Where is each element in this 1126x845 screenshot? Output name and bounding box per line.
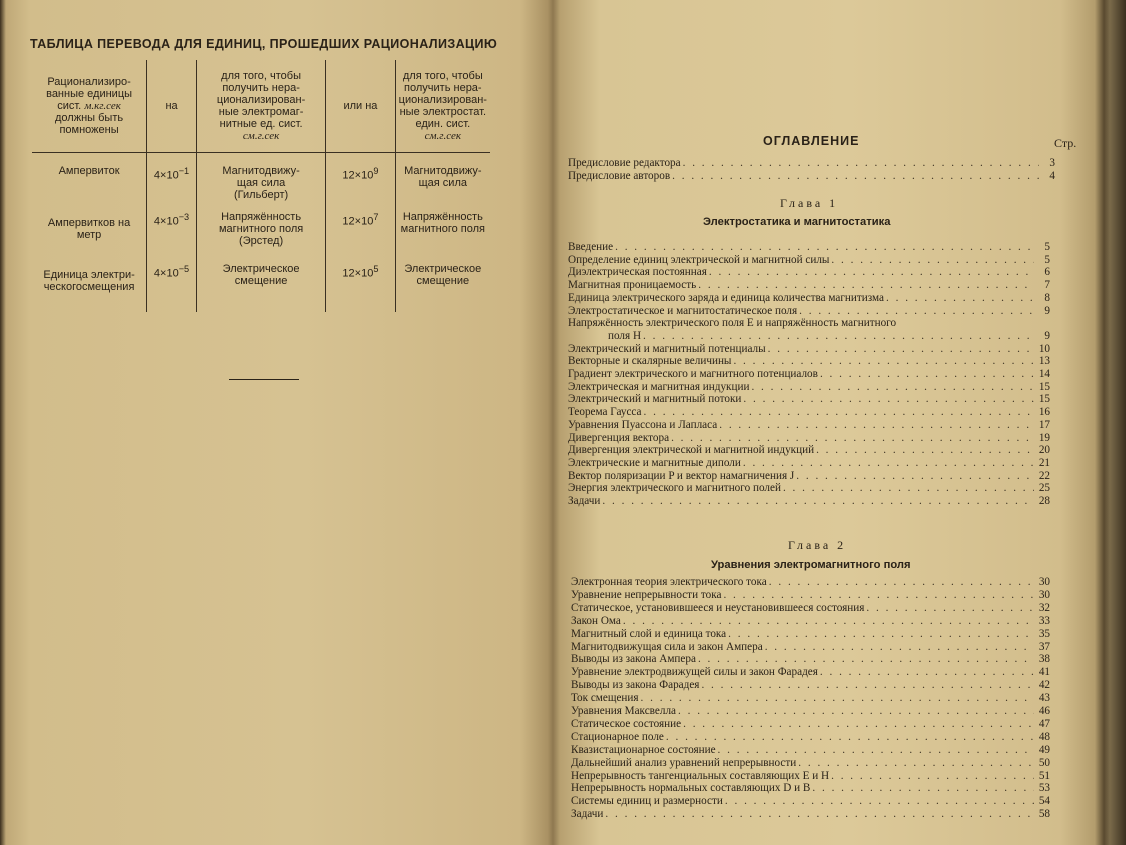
header-factor-1: на xyxy=(147,60,197,153)
toc-entry-title: Уравнения Максвелла xyxy=(571,705,676,717)
toc-entry-title: Энергия электрического и магнитного полей xyxy=(568,482,781,495)
chapter-2-title: Уравнения электромагнитного поля xyxy=(711,559,911,571)
page-column-label: Стр. xyxy=(1054,136,1077,150)
table-cell: Ампервитков на метр xyxy=(47,217,131,241)
dot-leader xyxy=(716,744,1034,757)
toc-entry-title: Магнитный слой и единица тока xyxy=(571,627,727,640)
toc-entry-page: 4 xyxy=(1049,169,1055,182)
toc-entry xyxy=(568,495,1050,508)
table-cell: Напряжённость магнитного поля (Эрстед) xyxy=(196,208,325,260)
toc-entry xyxy=(568,482,1050,495)
toc-entry-page: 30 xyxy=(1038,588,1050,601)
toc-entry xyxy=(571,757,1050,770)
toc-entry-page: 37 xyxy=(1038,640,1050,653)
toc-entry-title: Определение единиц электрической и магнитной силы xyxy=(568,253,830,266)
toc-entry-page: 3 xyxy=(1049,157,1055,169)
toc-entry-title: Электрический и магнитный потенциалы xyxy=(568,342,766,355)
table-cell: Ампервиток xyxy=(58,165,120,177)
toc-entry-page: 5 xyxy=(1044,241,1050,253)
toc-entry-title: Магнитодвижущая сила и закон Ампера xyxy=(571,640,763,653)
toc-entry xyxy=(571,770,1050,783)
toc-heading: ОГЛАВЛЕНИЕ xyxy=(763,134,860,148)
dot-leader xyxy=(884,292,1034,305)
toc-entry-page: 35 xyxy=(1038,627,1050,640)
toc-entry-page: 48 xyxy=(1038,730,1050,743)
toc-entry-title: Выводы из закона Ампера xyxy=(571,653,696,666)
toc-entry-page: 41 xyxy=(1038,666,1050,679)
chapter-2-label: Глава 2 xyxy=(788,538,847,552)
toc-entry-page: 42 xyxy=(1038,679,1050,692)
table-row xyxy=(32,153,490,209)
toc-entry-title: Электронная теория электрического тока xyxy=(571,576,767,588)
toc-entry-title: Введение xyxy=(568,241,614,253)
table-cell: $4\times 10^{-3}$ xyxy=(147,208,197,260)
toc-entry xyxy=(571,782,1050,795)
toc-entry-page: 46 xyxy=(1038,705,1050,717)
toc-entry-title: поля H xyxy=(608,329,642,342)
toc-entry-title: Закон Ома xyxy=(571,614,621,627)
toc-entry xyxy=(568,317,1050,330)
toc-entry-page: 53 xyxy=(1038,782,1050,795)
dot-leader xyxy=(741,457,1034,470)
toc-entry-title: Единица электрического заряда и единица количества магнитизма xyxy=(568,291,885,304)
dot-leader xyxy=(864,602,1034,615)
toc-entry-title: Задачи xyxy=(571,808,604,821)
toc-entry-page: 5 xyxy=(1044,253,1050,266)
toc-entry xyxy=(571,808,1050,821)
toc-entry-page: 17 xyxy=(1038,418,1050,431)
toc-entry xyxy=(568,393,1050,406)
table-cell: Магнитодвижу- щая сила (Гильберт) xyxy=(196,153,325,209)
header-electromagnetic: для того, чтобы получить нера- ционализирован- ные электромаг- нитные ед. сист. см.г.сек xyxy=(196,60,325,153)
toc-entry xyxy=(568,355,1050,368)
toc-entry-title: Векторные и скалярные величины xyxy=(568,355,732,368)
dot-leader xyxy=(829,254,1034,267)
dot-leader xyxy=(818,666,1034,679)
toc-entry-page: 32 xyxy=(1038,601,1050,614)
table-cell: $12\times 10^5$ xyxy=(326,260,395,312)
toc-entry xyxy=(568,292,1050,305)
toc-entry-page: 6 xyxy=(1044,266,1050,279)
toc-entry-page: 14 xyxy=(1038,368,1050,380)
dot-leader xyxy=(669,432,1034,445)
toc-entry xyxy=(608,330,1050,343)
table-cell: Единица электри- ческогосмещения xyxy=(43,269,135,293)
dot-leader xyxy=(818,368,1034,381)
dot-leader xyxy=(810,782,1034,795)
dot-leader xyxy=(664,731,1034,744)
header-electrostatic: для того, чтобы получить нера- ционализирован- ные электростат. един. сист. см.г.сек xyxy=(395,60,490,153)
dot-leader xyxy=(642,406,1034,419)
table-cell: Электрическое смещение xyxy=(395,260,490,312)
toc-entry-title: Стационарное поле xyxy=(571,730,664,743)
table-cell: Напряжённость магнитного поля xyxy=(395,208,490,260)
end-rule xyxy=(229,379,299,380)
chapter-1-label: Глава 1 xyxy=(780,196,839,210)
toc-entry-page: 16 xyxy=(1038,406,1050,419)
toc-entry-title: Диэлектрическая постоянная xyxy=(568,266,707,279)
dot-leader xyxy=(613,241,1034,254)
toc-entry-title: Дальнейший анализ уравнений непрерывности xyxy=(571,756,797,769)
toc-entry-page: 30 xyxy=(1038,576,1050,588)
toc-entry-page: 13 xyxy=(1038,355,1050,368)
dot-leader xyxy=(797,305,1034,318)
table-cell: Магнитодвижу- щая сила xyxy=(395,153,490,209)
toc-entry-title: Дивергенция электрической и магнитной индукций xyxy=(568,444,815,457)
dot-leader xyxy=(763,641,1034,654)
toc-entry-page: 58 xyxy=(1038,808,1050,821)
toc-entry-title: Вектор поляризации P и вектор намагничения J xyxy=(568,469,795,482)
toc-entry xyxy=(571,589,1050,602)
dot-leader xyxy=(814,444,1034,457)
dot-leader xyxy=(717,419,1034,432)
toc-entry xyxy=(568,432,1050,445)
toc-entry xyxy=(571,615,1050,628)
toc-entry-page: 49 xyxy=(1038,743,1050,756)
toc-entry xyxy=(571,795,1050,808)
dot-leader xyxy=(603,808,1034,821)
toc-entry xyxy=(571,653,1050,666)
toc-entry-page: 9 xyxy=(1044,304,1050,317)
table-row xyxy=(32,208,490,260)
toc-entry xyxy=(568,305,1050,318)
toc-entry-title: Квазистационарное состояние xyxy=(571,743,716,756)
toc-entry-page: 8 xyxy=(1044,291,1050,304)
dot-leader xyxy=(726,628,1034,641)
table-cell: $4\times 10^{-5}$ xyxy=(147,260,197,312)
toc-entry xyxy=(568,368,1050,381)
toc-entry-title: Непрерывность нормальных составляющих D и B xyxy=(571,782,811,795)
toc-entry-page: 9 xyxy=(1044,329,1050,342)
toc-entry-title: Электрические и магнитные диполи xyxy=(568,456,741,469)
toc-entry xyxy=(568,254,1050,267)
toc-entry-title: Уравнение непрерывности тока xyxy=(571,588,722,601)
toc-entry-page: 7 xyxy=(1044,279,1050,292)
toc-entry xyxy=(568,241,1050,254)
toc-entry-title: Напряжённость электрического поля E и напряжённость магнитного xyxy=(568,317,897,330)
dot-leader xyxy=(829,770,1034,783)
toc-entry xyxy=(568,457,1050,470)
table-cell: $12\times 10^9$ xyxy=(326,153,395,209)
dot-leader xyxy=(639,692,1034,705)
dot-leader xyxy=(781,482,1034,495)
toc-entry xyxy=(568,157,1055,170)
toc-entry-page: 33 xyxy=(1038,614,1050,627)
toc-entry-page: 10 xyxy=(1038,342,1050,355)
dot-leader xyxy=(681,718,1034,731)
toc-entry-page: 25 xyxy=(1038,482,1050,495)
toc-entry-title: Градиент электрического и магнитного потенциалов xyxy=(568,368,818,380)
dot-leader xyxy=(699,679,1034,692)
toc-entry-page: 50 xyxy=(1038,756,1050,769)
toc-entry xyxy=(568,381,1050,394)
toc-entry-page: 21 xyxy=(1038,456,1050,469)
toc-entry-title: Статическое состояние xyxy=(571,717,682,730)
dot-leader xyxy=(707,266,1034,279)
dot-leader xyxy=(600,495,1034,508)
toc-entry-title: Электростатическое и магнитостатическое поля xyxy=(568,304,798,317)
toc-entry xyxy=(568,170,1055,183)
toc-entry xyxy=(568,343,1050,356)
toc-entry-title: Задачи xyxy=(568,495,601,507)
table-title: ТАБЛИЦА ПЕРЕВОДА ДЛЯ ЕДИНИЦ, ПРОШЕДШИХ РАЦИОНАЛИЗАЦИЮ xyxy=(30,37,498,51)
table-cell: $12\times 10^7$ xyxy=(326,208,395,260)
dot-leader xyxy=(641,330,1034,343)
toc-entry xyxy=(571,744,1050,757)
toc-entry-title: Магнитная проницаемость xyxy=(568,279,697,292)
dot-leader xyxy=(696,653,1034,666)
toc-entry-page: 15 xyxy=(1038,393,1050,406)
toc-entry-page: 47 xyxy=(1038,717,1050,730)
dot-leader xyxy=(767,576,1034,589)
toc-entry xyxy=(568,444,1050,457)
toc-entry-page: 19 xyxy=(1038,431,1050,444)
dot-leader xyxy=(696,279,1034,292)
toc-entry-page: 51 xyxy=(1038,769,1050,782)
dot-leader xyxy=(721,589,1034,602)
toc-entry-page: 43 xyxy=(1038,692,1050,705)
toc-entry xyxy=(571,679,1050,692)
toc-entry xyxy=(571,692,1050,705)
toc-entry xyxy=(571,576,1050,589)
dot-leader xyxy=(796,757,1034,770)
table-cell: $4\times 10^{-1}$ xyxy=(147,153,197,209)
dot-leader xyxy=(676,705,1034,718)
header-units: Рационализиро- ванные единицы сист. м.кг.сек должны быть помножены xyxy=(32,60,147,153)
toc-entry-title: Статическое, установившееся и неустановившееся состояния xyxy=(571,601,865,614)
dot-leader xyxy=(723,795,1034,808)
toc-entry xyxy=(571,641,1050,654)
dot-leader xyxy=(670,170,1039,183)
toc-entry-title: Предисловие редактора xyxy=(568,157,681,169)
left-page xyxy=(0,0,553,845)
table-header-row xyxy=(32,60,490,153)
toc-entry-title: Непрерывность тангенциальных составляющих E и H xyxy=(571,769,830,782)
toc-entry xyxy=(568,419,1050,432)
dot-leader xyxy=(681,157,1039,170)
toc-entry-page: 54 xyxy=(1038,795,1050,808)
dot-leader xyxy=(766,343,1034,356)
toc-entry xyxy=(568,266,1050,279)
toc-entry-title: Системы единиц и размерности xyxy=(571,795,723,808)
toc-entry-title: Теорема Гаусса xyxy=(568,406,642,419)
dot-leader xyxy=(749,381,1034,394)
toc-entry xyxy=(568,406,1050,419)
toc-entry-page: 28 xyxy=(1038,495,1050,507)
toc-entry-title: Электрический и магнитный потоки xyxy=(568,393,742,406)
toc-entry xyxy=(571,718,1050,731)
toc-entry-page: 22 xyxy=(1038,469,1050,482)
toc-entry-page: 20 xyxy=(1038,444,1050,457)
toc-entry-page: 38 xyxy=(1038,653,1050,666)
toc-entry-title: Уравнения Пуассона и Лапласа xyxy=(568,418,718,431)
toc-entry-title: Электрическая и магнитная индукции xyxy=(568,380,750,393)
toc-entry-page: 15 xyxy=(1038,380,1050,393)
header-factor-2: или на xyxy=(326,60,395,153)
dot-leader xyxy=(621,615,1034,628)
toc-entry xyxy=(571,666,1050,679)
toc-entry-title: Предисловие авторов xyxy=(568,169,671,182)
toc-entry-title: Выводы из закона Фарадея xyxy=(571,679,700,692)
toc-entry xyxy=(571,731,1050,744)
chapter-1-title: Электростатика и магнитостатика xyxy=(703,216,891,228)
toc-entry xyxy=(568,279,1050,292)
toc-entry xyxy=(571,628,1050,641)
toc-entry-title: Уравнение электродвижущей силы и закон Фарадея xyxy=(571,666,818,679)
table-cell: Электрическое смещение xyxy=(196,260,325,312)
toc-entry xyxy=(571,602,1050,615)
conversion-table xyxy=(32,60,490,312)
dot-leader xyxy=(731,355,1034,368)
table-row xyxy=(32,260,490,312)
dot-leader xyxy=(741,393,1034,406)
toc-entry xyxy=(568,470,1050,483)
toc-entry-title: Дивергенция вектора xyxy=(568,431,670,444)
toc-entry-title: Ток смещения xyxy=(571,692,639,705)
toc-entry xyxy=(571,705,1050,718)
dot-leader xyxy=(794,470,1034,483)
